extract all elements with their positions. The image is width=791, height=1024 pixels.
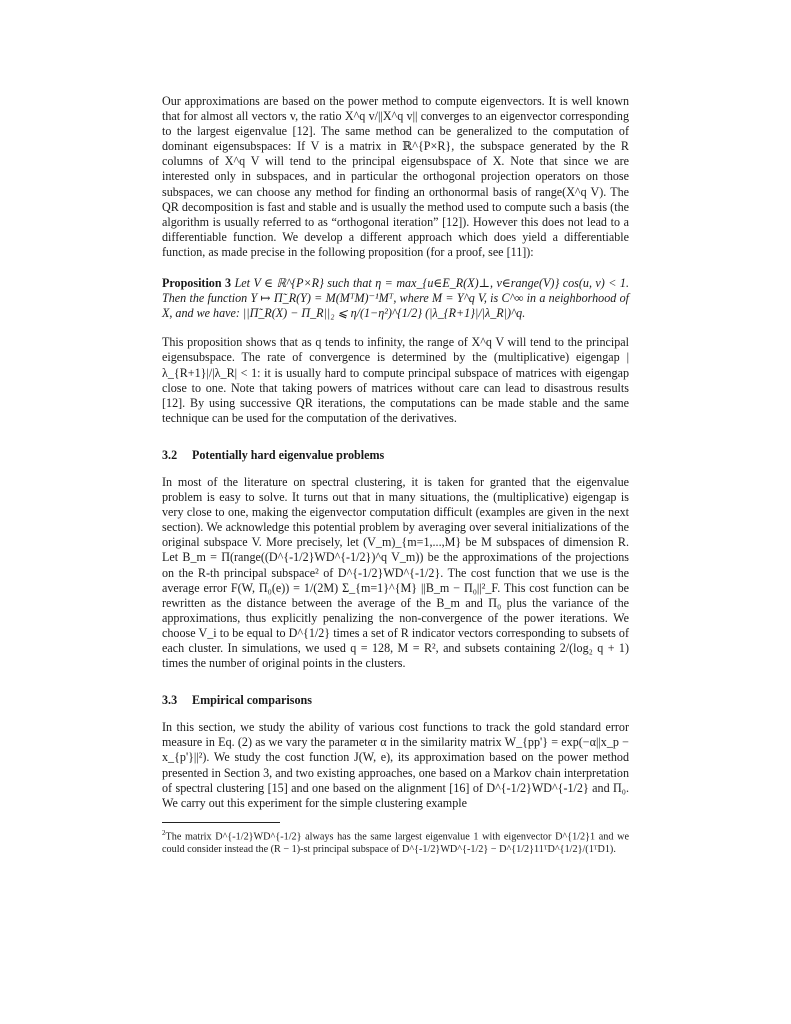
section-3-2-body: In most of the literature on spectral clustering, it is taken for granted that the eigenvalue problem is easy to solve. It turns out that in many situations, the (multiplicative) eigengap is very close to one, making the eigenvector computation difficult (examples are given in the next section). We acknowledge this potential problem by averaging over several initializations of the original subspace V. More precisely, let (V_m)_{m=1,...,M} be M subspaces of dimension R. Let B_m = Π(range((D^{-1/2}WD^{-1/2})^q V_m)) be the approximations of the projections on the R-th principal subspace² of D^{-1/2}WD^{-1/2}. The cost function that we use is the average error F(W, Π₀(e)) = 1/(2M) Σ_{m=1}^{M} ||B_m − Π₀||²_F. This cost function can be rewritten as the distance between the average of the B_m and Π₀ plus the variance of the approximations, thus explicitly penalizing the non-convergence of the power iterations. We choose V_i to be equal to D^{1/2} times a set of R indicator vectors corresponding to subsets of each cluster. In simulations, we used q = 128, M = R², and subsets containing 2/(log₂ q + 1) times the number of original points in the clusters. [162, 474, 629, 671]
section-heading-3-2 [162, 448, 629, 463]
footnote-marker: 2 [162, 828, 166, 837]
section-title: Potentially hard eigenvalue problems [192, 447, 385, 462]
section-title: Empirical comparisons [192, 693, 312, 708]
proposition-discussion-paragraph: This proposition shows that as q tends to infinity, the range of X^q V will tend to the principal eigensubspace. The rate of convergence is determined by the (multiplicative) eigengap |λ_{R+1}|/|λ_R| < 1: it is usually hard to compute principal subspace of matrices with eigengap close to one. Note that taking powers of matrices without care can lead to disastrous results [12]. By using successive QR iterations, the computations can be made stable and the same technique can be used for the computation of the derivatives. [162, 335, 629, 425]
section-3-3-body: In this section, we study the ability of various cost functions to track the gold standard error measure in Eq. (2) as we vary the parameter α in the similarity matrix W_{pp'} = exp(−α||x_p − x_{p'}||²). We study the cost function J(W, e), its approximation based on the power method presented in Section 3, and two existing approaches, one based on a Markov chain interpretation of spectral clustering [15] and one based on the alignment [16] of D^{-1/2}WD^{-1/2} and Π₀. We carry out this experiment for the simple clustering example [162, 720, 629, 810]
intro-paragraph: Our approximations are based on the power method to compute eigenvectors. It is well known that for almost all vectors v, the ratio X^q v/||X^q v|| converges to an eigenvector corresponding to the largest eigenvalue [12]. The same method can be generalized to the computation of dominant eigensubspaces: If V is a matrix in ℝ^{P×R}, the subspace generated by the R columns of X^q V will tend to the principal eigensubspace of X. Note that since we are interested only in subspaces, and in particular the orthogonal projection operators on those subspaces, we can choose any method for finding an orthonormal basis of range(X^q V). The QR decomposition is fast and stable and is usually the method used to compute such a basis (the algorithm is usually referred to as “orthogonal iteration” [12]). However this does not lead to a differentiable function. We develop a different approach which does yield a differentiable function, as made precise in the following proposition (for a proof, see [11]): [162, 94, 629, 259]
section-heading-3-3 [162, 693, 629, 708]
footnote-text: The matrix D^{-1/2}WD^{-1/2} always has the same largest eigenvalue 1 with eigenvector D^{1/2}1 and we could consider instead the (R − 1)-st principal subspace of D^{-1/2}WD^{-1/2} − D^{1/2}11ᵀD^{1/2}/(1ᵀD1). [162, 831, 629, 856]
footnote [162, 827, 629, 856]
proposition-3 [162, 276, 629, 321]
proposition-statement: Let V ∈ ℝ^{P×R} such that η = max_{u∈E_R(X)⊥, v∈range(V)} cos(u, v) < 1. Then the function Y ↦ Π̃_R(Y) = M(MᵀM)⁻¹Mᵀ, where M = Y^q V, is C^∞ in a neighborhood of X, and we have: ||Π̃_R(X) − Π_R||₂ ⩽ η/(1−η²)^{1/2} (|λ_{R+1}|/|λ_R|)^q. [162, 276, 629, 321]
paper-page [162, 94, 629, 856]
section-number: 3.3 [162, 693, 178, 708]
section-number: 3.2 [162, 447, 178, 462]
footnote-divider [162, 822, 280, 823]
proposition-label: Proposition 3 [162, 276, 232, 291]
